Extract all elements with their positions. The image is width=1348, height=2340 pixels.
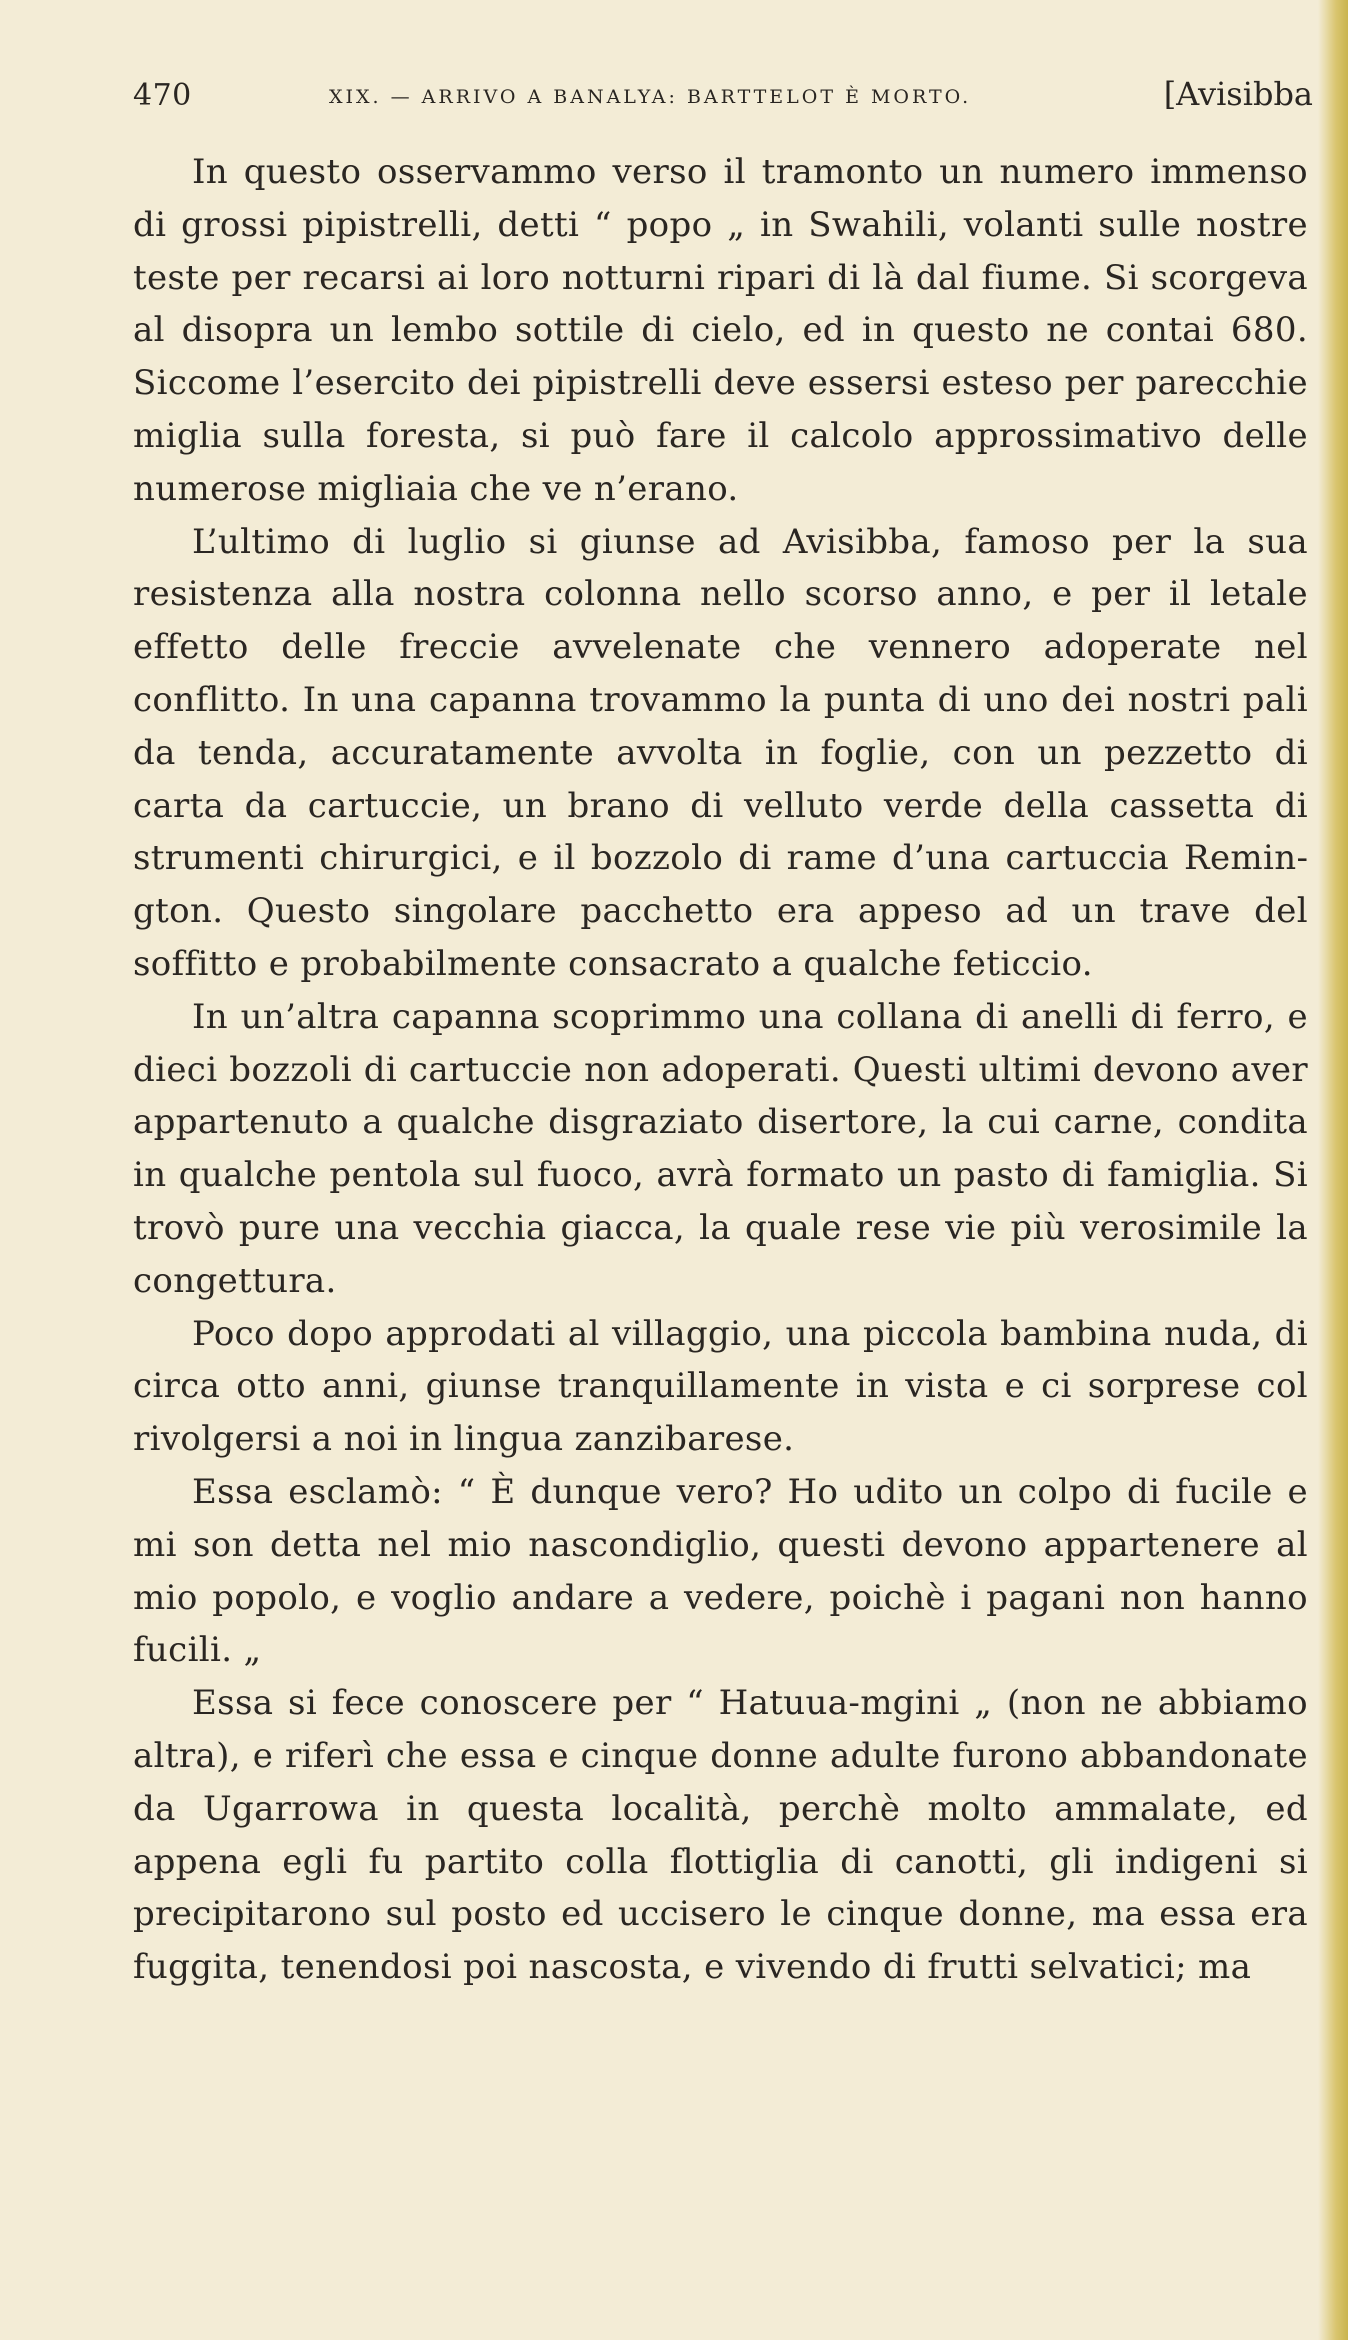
paragraph: Essa si fece conoscere per “ Hatuua-mgini „ (non ne abbiamo altra), e riferì che essa e cinque donne adulte furono abbandonate da Ugarrowa in questa località, perchè molto ammalate, ed appena egli fu partito colla flottiglia di canotti, gli indigeni si precipitarono sul posto ed uccisero le cinque donne, ma essa era fuggita, tenendosi poi nascosta, e vivendo di frutti selvatici; ma bbox=[133, 1683, 1308, 1988]
paragraph: In questo osservammo verso il tramonto un numero immenso di grossi pipistrelli, detti “ popo „ in Swahili, volanti sulle nostre teste per recarsi ai loro notturni ripari di là dal fiume. Si scorgeva al disopra un lembo sottile di cielo, ed in questo ne contai 680. Siccome l’esercito dei pipistrelli deve essersi esteso per parecchie miglia sulla foresta, si può fare il calcolo approssimativo delle numerose migliaia che ve n’erano. bbox=[133, 152, 1308, 509]
page-number: 470 bbox=[133, 78, 192, 113]
running-title: XIX. — ARRIVO A BANALYA: BARTTELOT È MORTO. bbox=[329, 86, 972, 108]
paragraph: In un’altra capanna scoprimmo una collana di anelli di ferro, e dieci bozzoli di cartuccie non adoperati. Questi ultimi devono aver appartenuto a qualche disgraziato disertore, la cui carne, condita in qualche pentola sul fuoco, avrà formato un pasto di famiglia. Si trovò pure una vecchia giacca, la quale rese vie più verosimile la congettura. bbox=[133, 996, 1308, 1301]
paragraph: Poco dopo approdati al villaggio, una piccola bambina nuda, di circa otto anni, giunse tranquillamente in vista e ci sorprese col rivolgersi a noi in lingua zanzibarese. bbox=[133, 1313, 1308, 1460]
section-marker: [Avisibba bbox=[1163, 75, 1313, 113]
paragraph: Essa esclamò: “ È dunque vero? Ho udito un colpo di fucile e mi son detta nel mio nascondiglio, questi devono appartenere al mio popolo, e voglio andare a vedere, poichè i pagani non hanno fucili. „ bbox=[133, 1471, 1308, 1671]
body-text bbox=[133, 146, 1308, 1994]
paragraph: L’ultimo di luglio si giunse ad Avisibba, famoso per la sua resistenza alla nostra colonna nello scorso anno, e per il letale effetto delle freccie avvelenate che vennero adoperate nel conflitto. In una capanna trovammo la punta di uno dei nostri pali da tenda, accuratamente avvolta in foglie, con un pezzetto di carta da cartuccie, un brano di velluto verde della cassetta di strumenti chirurgici, e il bozzolo di rame d’una cartuccia Remington. Questo singolare pacchetto era appeso ad un trave del soffitto e probabilmente consacrato a qualche feticcio. bbox=[133, 521, 1308, 984]
page-edge-shadow bbox=[1318, 0, 1348, 2340]
page-header bbox=[133, 75, 1313, 130]
